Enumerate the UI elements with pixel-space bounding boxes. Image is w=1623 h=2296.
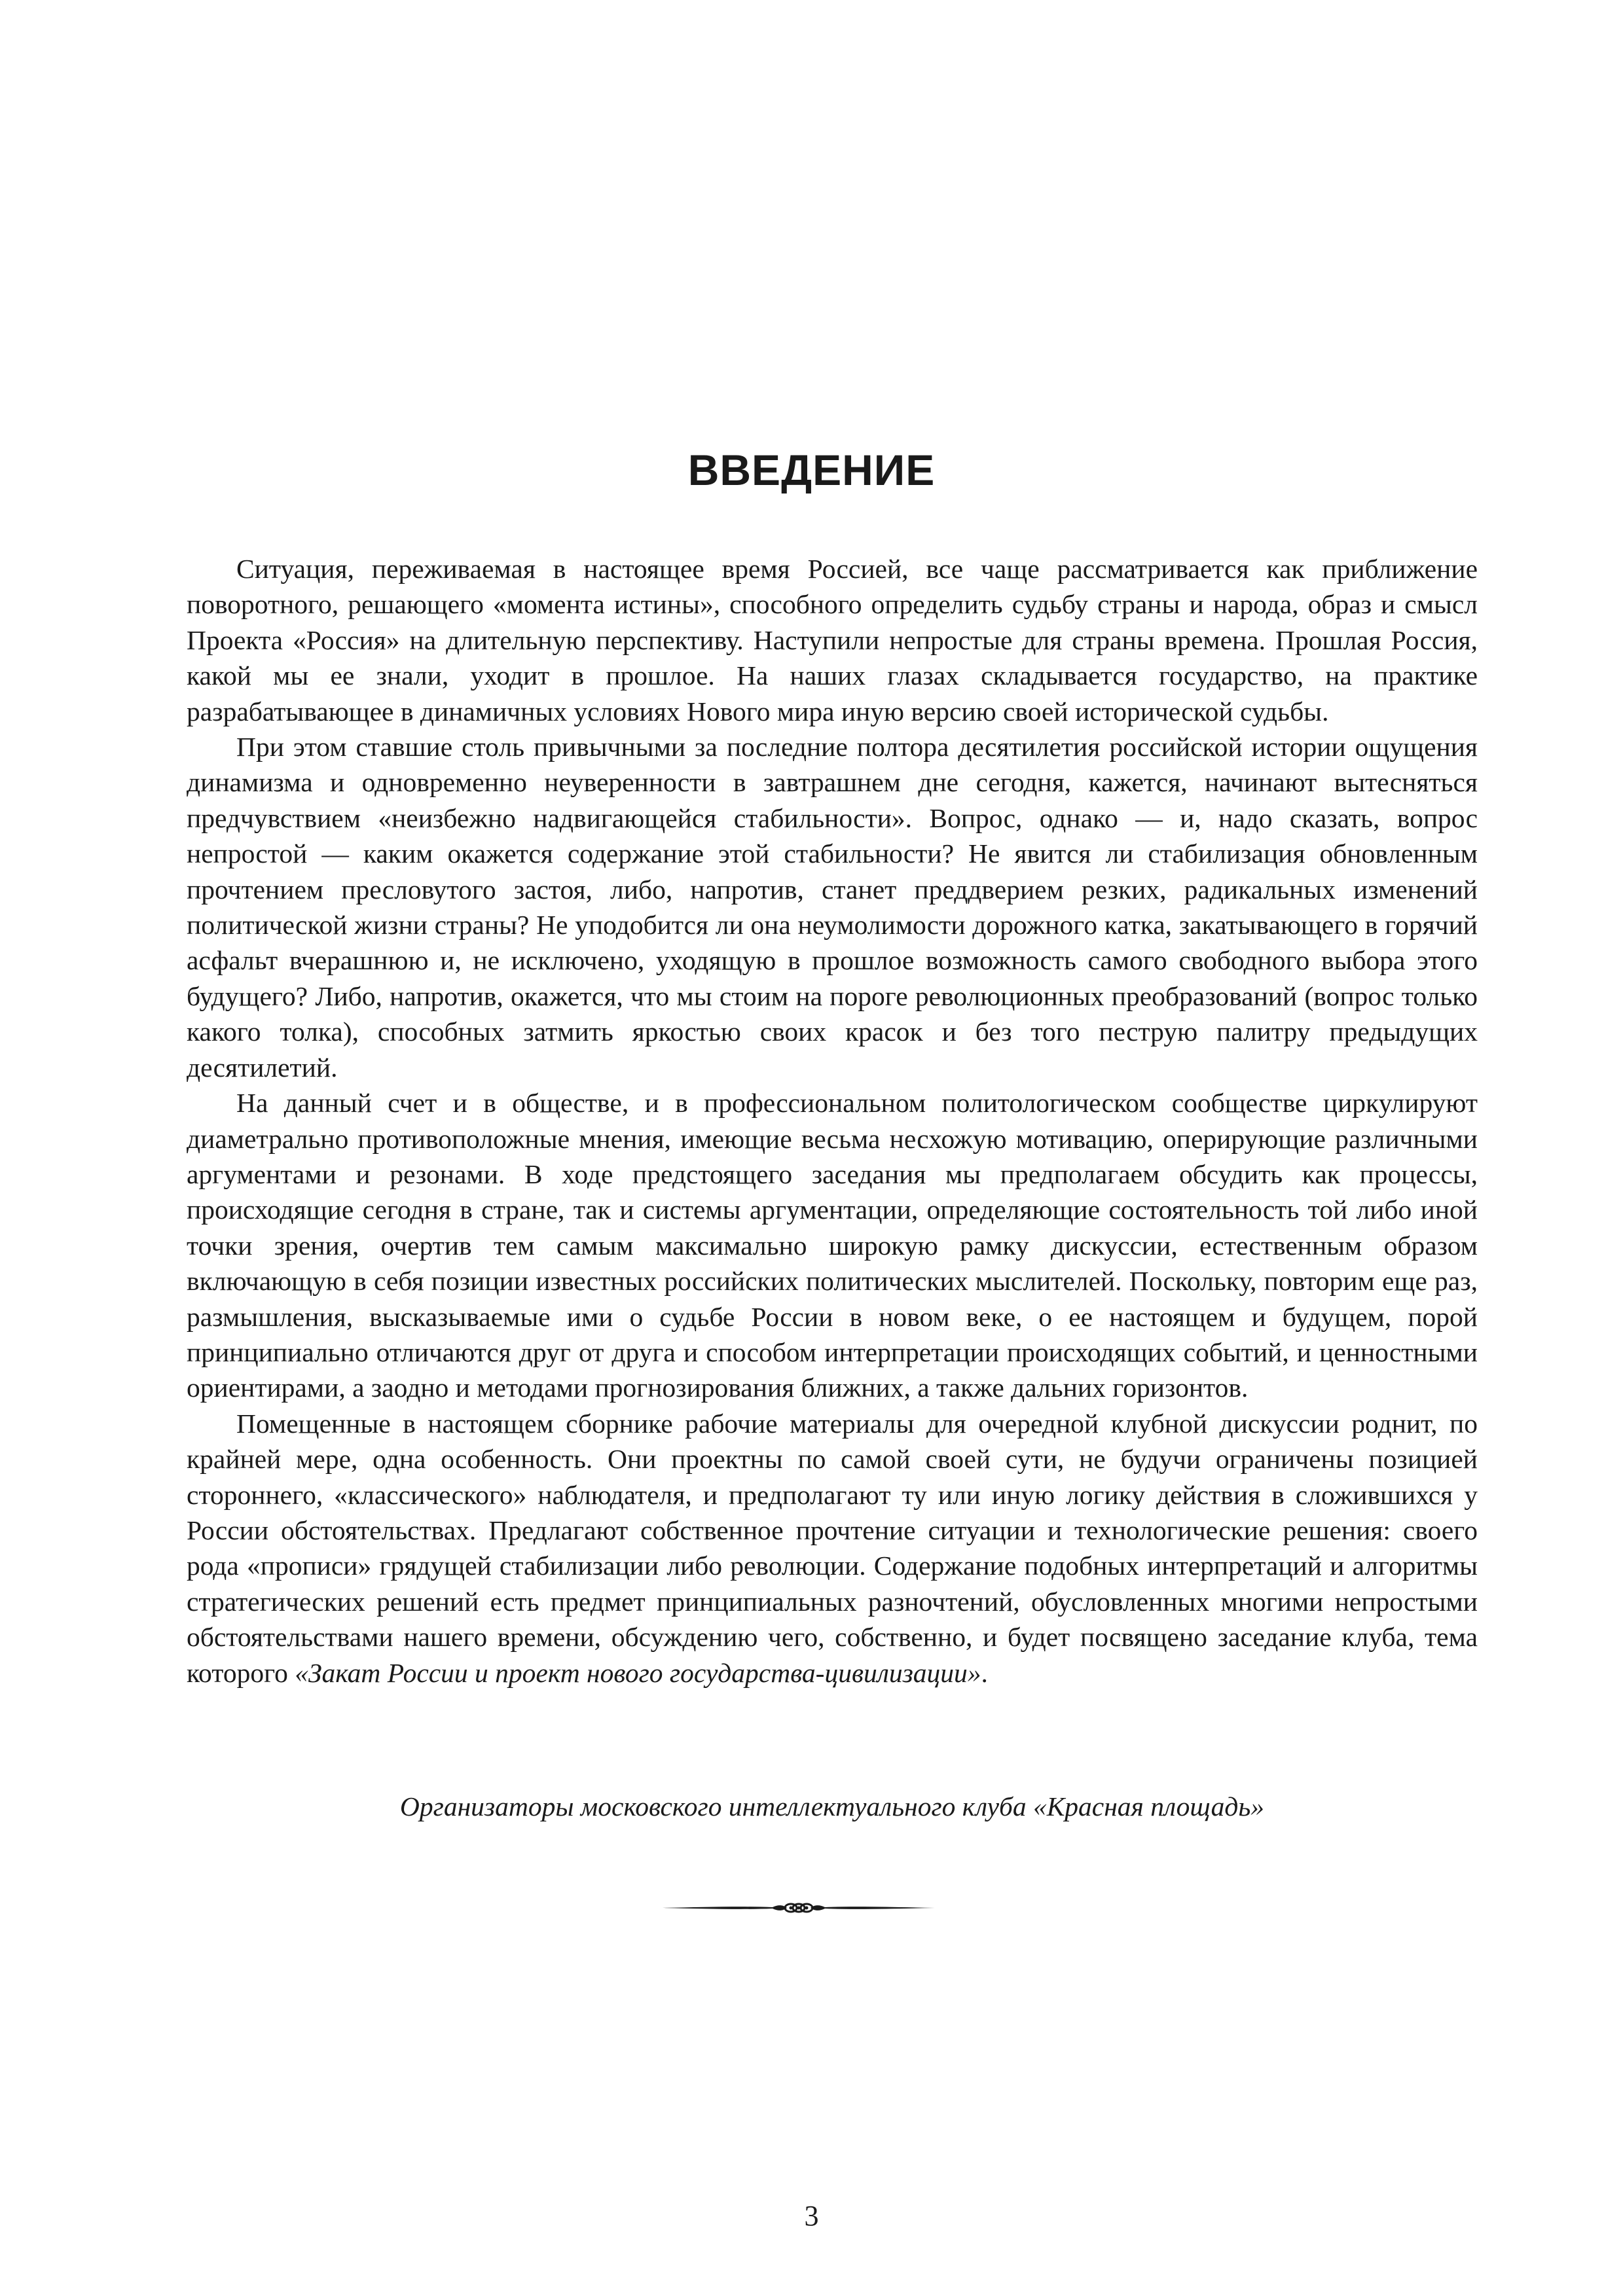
paragraph-3: На данный счет и в обществе, и в профессиональном политологическом сообществе циркулируют диаметрально противоположные мнения, имеющие весьма несхожую мотивацию, оперирующие различными аргументами и резонами. В ходе предстоящего заседания мы предполагаем обсудить как процессы, происходящие сегодня в стране, так и системы аргументации, определяющие состоятельность той либо иной точки зрения, очертив тем самым максимально широкую рамку дискуссии, естественным образом включающую в себя позиции известных российских политических мыслителей. Поскольку, повторим еще раз, размышления, высказываемые ими о судьбе России в новом веке, о ее настоящем и будущем, порой принципиально отличаются друг от друга и способом интерпретации происходящих событий, и ценностными ориентирами, а заодно и методами прогнозирования ближних, а также дальних горизонтов. bbox=[187, 1088, 1478, 1403]
paragraph-4-text: Помещенные в настоящем сборнике рабочие материалы для очередной клубной дискуссии роднит, по крайней мере, одна особенность. Они проектны по самой своей сути, не будучи ограничены позицией стороннего, «классического» наблюдателя, и предполагают ту или иную логику действия в сложившихся у России обстоятельствах. Предлагают собственное прочтение ситуации и технологические решения: своего рода «прописи» грядущей стабилизации либо революции. Содержание подобных интерпретаций и алгоритмы стратегических решений есть предмет принципиальных разночтений, обусловленных многими непростыми обстоятельствами нашего времени, обсуждению чего, собственно, и будет посвящено заседание клуба, тема которого bbox=[187, 1408, 1478, 1688]
page-number: 3 bbox=[804, 2200, 819, 2232]
body-text bbox=[187, 551, 1478, 1691]
paragraph-4 bbox=[187, 1406, 1478, 1691]
ornament-divider-icon bbox=[661, 1898, 936, 1918]
signature: Организаторы московского интеллектуального клуба «Красная площадь» bbox=[399, 1791, 1265, 1821]
paragraph-1: Ситуация, переживаемая в настоящее время Россией, все чаще рассматривается как приближение поворотного, решающего «момента истины», способного определить судьбу страны и народа, образ и смысл Проекта «Россия» на длительную перспективу. Наступили непростые для страны времена. Прошлая Россия, какой мы ее знали, уходит в прошлое. На наших глазах складывается государство, на практике разрабатывающее в динамичных условиях Нового мира иную версию своей исторической судьбы. bbox=[187, 554, 1478, 726]
club-topic: «Закат России и проект нового государства-цивилизации» bbox=[295, 1657, 981, 1688]
page-title: ВВЕДЕНИЕ bbox=[687, 446, 936, 494]
paragraph-2: При этом ставшие столь привычными за последние полтора десятилетия российской истории ощущения динамизма и одновременно неуверенности в завтрашнем дне сегодня, кажется, начинают вытесняться предчувствием «неизбежно надвигающейся стабильности». Вопрос, однако — и, надо сказать, вопрос непростой — каким окажется содержание этой стабильности? Не явится ли стабилизация обновленным прочтением пресловутого застоя, либо, напротив, станет преддверием резких, радикальных изменений политической жизни страны? Не уподобится ли она неумолимости дорожного катка, закатывающего в горячий асфальт вчерашнюю и, не исключено, уходящую в прошлое возможность самого свободного выбора этого будущего? Либо, напротив, окажется, что мы стоим на пороге революционных преобразований (вопрос только какого толка), способных затмить яркостью своих красок и без того пеструю палитру предыдущих десятилетий. bbox=[187, 732, 1478, 1083]
paragraph-4-end: . bbox=[981, 1657, 988, 1688]
